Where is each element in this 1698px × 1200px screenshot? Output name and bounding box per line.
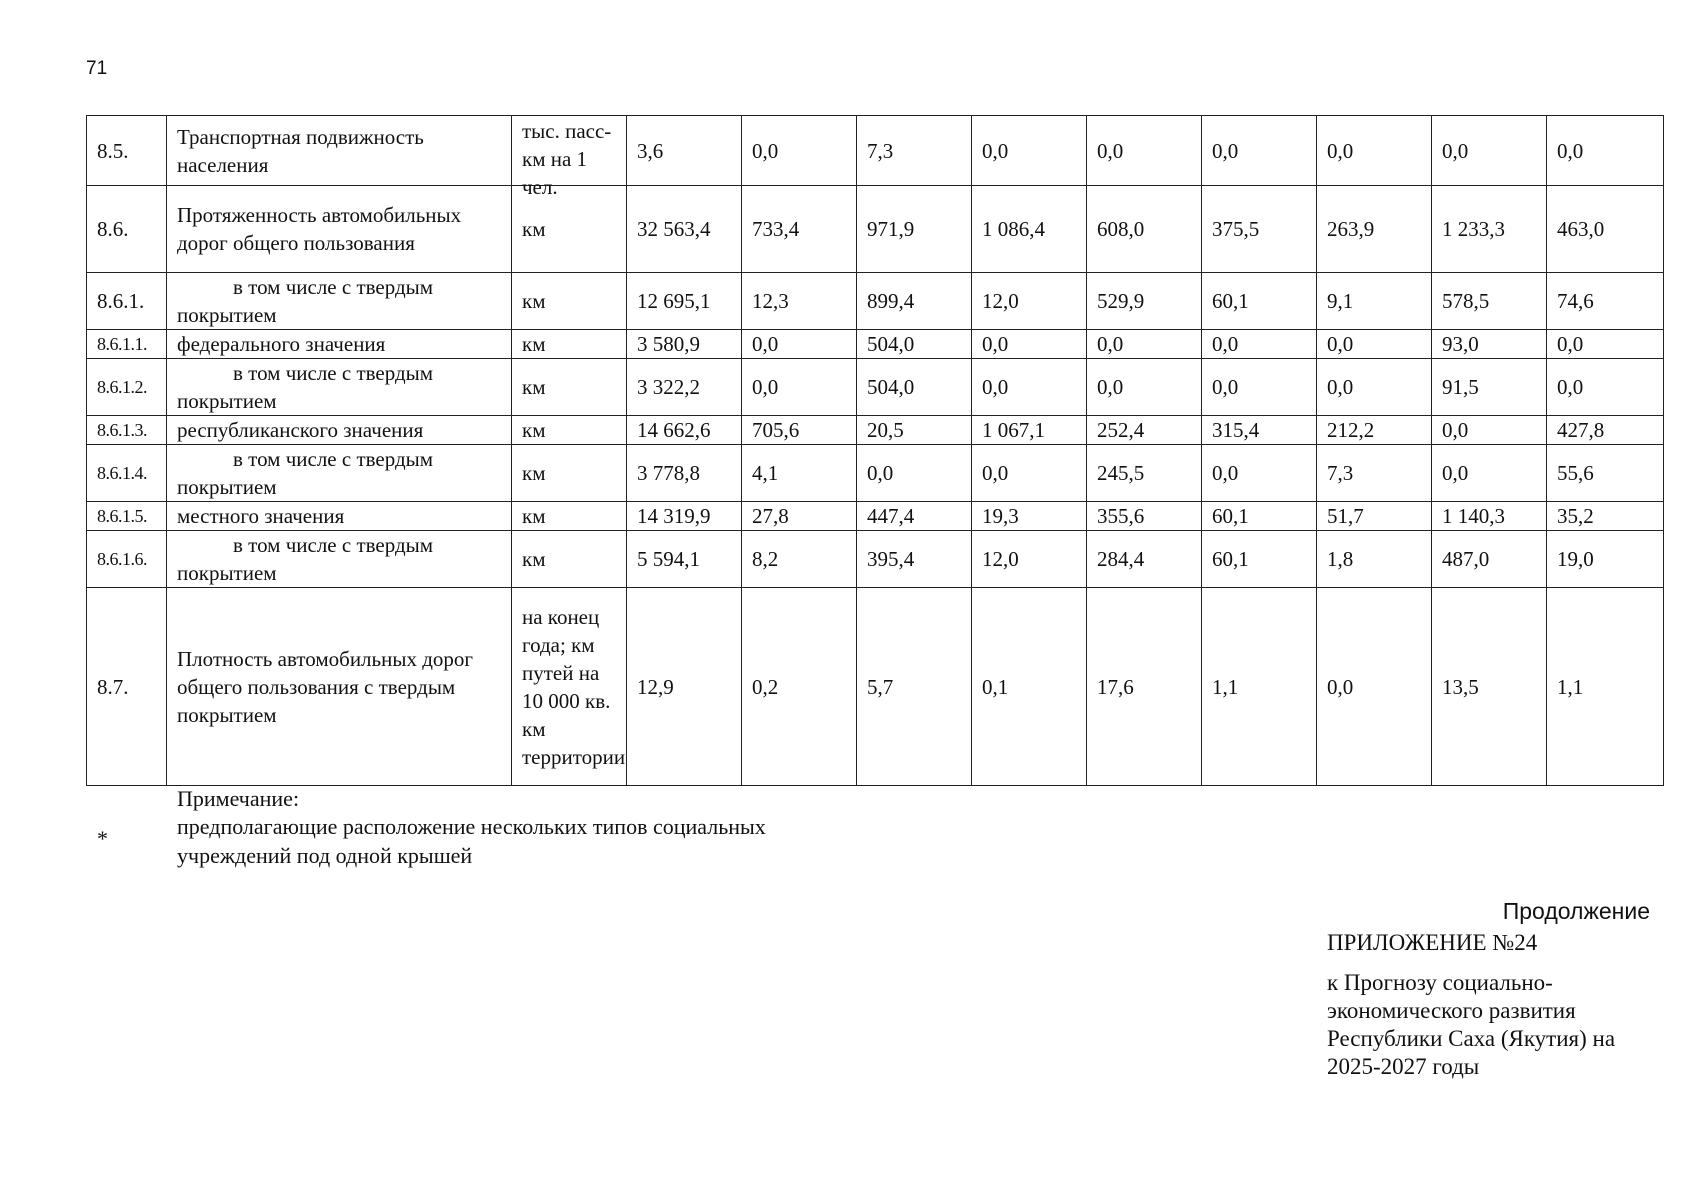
indicators-table <box>86 115 1664 786</box>
row-value: 55,6 <box>1547 445 1664 502</box>
row-value: 463,0 <box>1547 186 1664 273</box>
row-unit: км <box>512 359 627 416</box>
row-code: 8.6.1.5. <box>87 502 167 531</box>
row-indicator-name: Транспортная подвижность населения <box>167 116 512 186</box>
row-value: 504,0 <box>857 359 972 416</box>
row-value: 504,0 <box>857 330 972 359</box>
row-unit: км <box>512 186 627 273</box>
row-value: 1 067,1 <box>972 416 1087 445</box>
table-row <box>87 445 1664 502</box>
row-unit: км <box>512 531 627 588</box>
row-value: 578,5 <box>1432 273 1547 330</box>
row-indicator-name: в том числе с твердым покрытием <box>167 445 512 502</box>
row-value: 13,5 <box>1432 588 1547 786</box>
note-label: Примечание: <box>177 786 300 811</box>
row-value: 0,0 <box>972 359 1087 416</box>
row-code: 8.6.1. <box>87 273 167 330</box>
row-value: 0,0 <box>1087 359 1202 416</box>
row-value: 0,0 <box>972 330 1087 359</box>
table-row <box>87 531 1664 588</box>
row-value: 0,0 <box>1202 116 1317 186</box>
row-value: 60,1 <box>1202 531 1317 588</box>
row-value: 19,0 <box>1547 531 1664 588</box>
row-value: 0,0 <box>1202 445 1317 502</box>
row-value: 3 322,2 <box>627 359 742 416</box>
row-value: 5 594,1 <box>627 531 742 588</box>
row-value: 14 319,9 <box>627 502 742 531</box>
row-value: 9,1 <box>1317 273 1432 330</box>
row-unit: км <box>512 330 627 359</box>
row-unit: км <box>512 416 627 445</box>
row-value: 1 140,3 <box>1432 502 1547 531</box>
row-value: 12,0 <box>972 531 1087 588</box>
row-value: 7,3 <box>1317 445 1432 502</box>
table-row <box>87 588 1664 786</box>
row-value: 0,0 <box>742 330 857 359</box>
row-unit: на конец года; км путей на 10 000 кв. км территории <box>512 588 627 786</box>
row-value: 35,2 <box>1547 502 1664 531</box>
row-indicator-name: в том числе с твердым покрытием <box>167 273 512 330</box>
row-value: 245,5 <box>1087 445 1202 502</box>
row-value: 0,0 <box>972 116 1087 186</box>
table-row <box>87 416 1664 445</box>
row-indicator-name: Протяженность автомобильных дорог общего пользования <box>167 186 512 273</box>
row-value: 8,2 <box>742 531 857 588</box>
row-value: 899,4 <box>857 273 972 330</box>
row-value: 529,9 <box>1087 273 1202 330</box>
row-value: 0,1 <box>972 588 1087 786</box>
row-code: 8.5. <box>87 116 167 186</box>
row-code: 8.6.1.1. <box>87 330 167 359</box>
row-value: 395,4 <box>857 531 972 588</box>
row-value: 355,6 <box>1087 502 1202 531</box>
note-text: предполагающие расположение нескольких типов социальных учреждений под одной крышей <box>177 814 766 868</box>
row-code: 8.6.1.4. <box>87 445 167 502</box>
row-value: 3 778,8 <box>627 445 742 502</box>
row-value: 0,0 <box>742 359 857 416</box>
row-code: 8.6.1.6. <box>87 531 167 588</box>
row-value: 93,0 <box>1432 330 1547 359</box>
row-value: 315,4 <box>1202 416 1317 445</box>
row-value: 263,9 <box>1317 186 1432 273</box>
row-value: 0,0 <box>1087 330 1202 359</box>
row-indicator-name: местного значения <box>167 502 512 531</box>
row-value: 0,0 <box>1547 116 1664 186</box>
row-value: 7,3 <box>857 116 972 186</box>
row-value: 20,5 <box>857 416 972 445</box>
row-value: 0,0 <box>972 445 1087 502</box>
table-row <box>87 330 1664 359</box>
row-value: 12,3 <box>742 273 857 330</box>
row-value: 0,0 <box>1317 359 1432 416</box>
row-value: 0,0 <box>1317 330 1432 359</box>
row-value: 12,9 <box>627 588 742 786</box>
row-value: 1 086,4 <box>972 186 1087 273</box>
row-indicator-name: в том числе с твердым покрытием <box>167 359 512 416</box>
row-value: 0,0 <box>857 445 972 502</box>
row-value: 4,1 <box>742 445 857 502</box>
row-value: 27,8 <box>742 502 857 531</box>
row-value: 0,0 <box>1432 416 1547 445</box>
row-value: 5,7 <box>857 588 972 786</box>
row-value: 252,4 <box>1087 416 1202 445</box>
appendix-description: к Прогнозу социально-экономического развития Республики Саха (Якутия) на 2025-2027 годы <box>1327 970 1616 1079</box>
row-code: 8.6.1.2. <box>87 359 167 416</box>
row-value: 971,9 <box>857 186 972 273</box>
row-value: 0,0 <box>1202 330 1317 359</box>
row-value: 19,3 <box>972 502 1087 531</box>
row-value: 17,6 <box>1087 588 1202 786</box>
table-row <box>87 359 1664 416</box>
row-value: 0,0 <box>1202 359 1317 416</box>
row-indicator-name: Плотность автомобильных дорог общего пользования с твердым покрытием <box>167 588 512 786</box>
row-value: 1,1 <box>1547 588 1664 786</box>
row-value: 0,0 <box>1432 116 1547 186</box>
row-value: 0,0 <box>1087 116 1202 186</box>
row-value: 0,0 <box>742 116 857 186</box>
row-value: 51,7 <box>1317 502 1432 531</box>
table-row <box>87 186 1664 273</box>
row-value: 447,4 <box>857 502 972 531</box>
row-value: 12 695,1 <box>627 273 742 330</box>
row-value: 427,8 <box>1547 416 1664 445</box>
row-value: 3,6 <box>627 116 742 186</box>
table-row <box>87 502 1664 531</box>
note-asterisk: * <box>97 826 108 851</box>
row-code: 8.6.1.3. <box>87 416 167 445</box>
row-unit: км <box>512 445 627 502</box>
appendix-title: ПРИЛОЖЕНИЕ №24 <box>1327 930 1538 955</box>
row-value: 487,0 <box>1432 531 1547 588</box>
row-value: 608,0 <box>1087 186 1202 273</box>
row-value: 0,0 <box>1547 359 1664 416</box>
row-value: 0,0 <box>1547 330 1664 359</box>
row-value: 1,8 <box>1317 531 1432 588</box>
row-indicator-name: федерального значения <box>167 330 512 359</box>
table-row <box>87 273 1664 330</box>
row-value: 91,5 <box>1432 359 1547 416</box>
row-value: 0,0 <box>1317 588 1432 786</box>
row-value: 1,1 <box>1202 588 1317 786</box>
row-value: 284,4 <box>1087 531 1202 588</box>
row-value: 60,1 <box>1202 502 1317 531</box>
row-value: 32 563,4 <box>627 186 742 273</box>
row-indicator-name: республиканского значения <box>167 416 512 445</box>
row-code: 8.6. <box>87 186 167 273</box>
row-value: 375,5 <box>1202 186 1317 273</box>
row-unit: км <box>512 273 627 330</box>
row-value: 1 233,3 <box>1432 186 1547 273</box>
row-indicator-name: в том числе с твердым покрытием <box>167 531 512 588</box>
page-number: 71 <box>86 58 108 79</box>
row-value: 12,0 <box>972 273 1087 330</box>
row-value: 3 580,9 <box>627 330 742 359</box>
row-value: 0,0 <box>1317 116 1432 186</box>
row-unit: км <box>512 502 627 531</box>
row-value: 733,4 <box>742 186 857 273</box>
row-value: 0,0 <box>1432 445 1547 502</box>
row-unit <box>512 116 627 199</box>
row-value: 60,1 <box>1202 273 1317 330</box>
row-code: 8.7. <box>87 588 167 786</box>
table-row <box>87 116 1664 186</box>
row-value: 14 662,6 <box>627 416 742 445</box>
continuation-label: Продолжение <box>1502 898 1650 924</box>
row-value: 212,2 <box>1317 416 1432 445</box>
row-value: 0,2 <box>742 588 857 786</box>
row-value: 705,6 <box>742 416 857 445</box>
row-unit-text: тыс. пасс-км на 1 чел. <box>522 118 612 199</box>
row-value: 74,6 <box>1547 273 1664 330</box>
